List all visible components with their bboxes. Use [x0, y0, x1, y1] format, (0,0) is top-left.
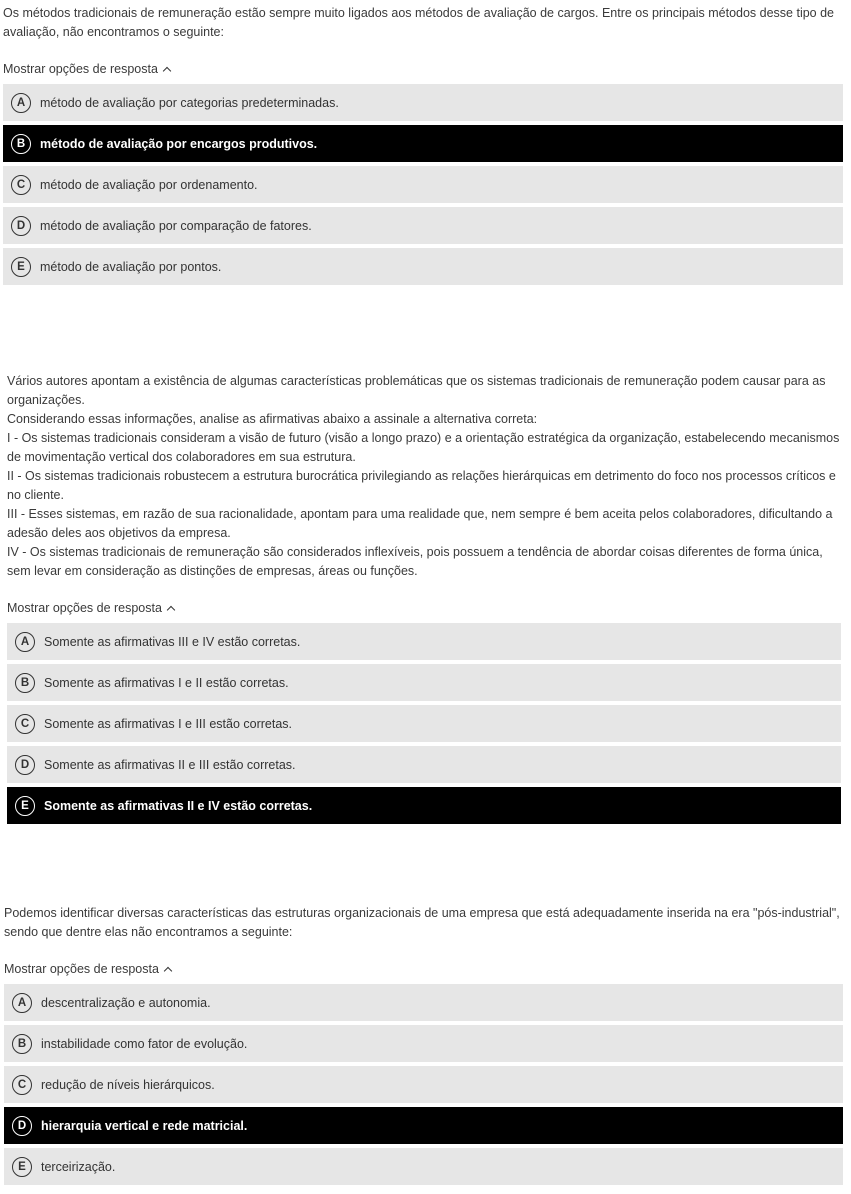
question-paragraph: IV - Os sistemas tradicionais de remuneração são considerados inflexíveis, pois possuem a tendência de abordar coisas diferentes de forma única, sem levar em consideração as distinções de empresas, áreas ou funções.	[7, 545, 823, 578]
answer-option-e[interactable]	[4, 1148, 843, 1185]
answer-option-b[interactable]	[3, 125, 843, 162]
option-text: terceirização.	[41, 1159, 116, 1174]
option-text: método de avaliação por categorias predeterminadas.	[40, 95, 339, 110]
letter-a-icon: A	[15, 632, 35, 652]
question-block-2	[7, 372, 841, 824]
question-paragraph: II - Os sistemas tradicionais robustecem a estrutura burocrática privilegiando as relações hierárquicas em detrimento do foco nos processos críticos e no cliente.	[7, 469, 836, 502]
letter-b-icon: B	[11, 134, 31, 154]
option-text: método de avaliação por pontos.	[40, 259, 222, 274]
question-paragraph: Podemos identificar diversas características das estruturas organizacionais de uma empresa que está adequadamente inserida na era "pós-industrial", sendo que dentre elas não encontramos a seguinte:	[4, 906, 840, 939]
answer-option-c[interactable]	[4, 1066, 843, 1103]
option-text: descentralização e autonomia.	[41, 995, 211, 1010]
letter-c-icon: C	[11, 175, 31, 195]
option-text: método de avaliação por ordenamento.	[40, 177, 258, 192]
answer-option-a[interactable]	[7, 623, 841, 660]
letter-c-icon: C	[12, 1075, 32, 1095]
question-paragraph: Os métodos tradicionais de remuneração estão sempre muito ligados aos métodos de avaliação de cargos. Entre os principais métodos desse tipo de avaliação, não encontramos o seguinte:	[3, 6, 835, 39]
option-text: método de avaliação por comparação de fatores.	[40, 218, 312, 233]
answer-option-a[interactable]	[4, 984, 843, 1021]
answer-options	[4, 984, 843, 1185]
answer-options	[3, 84, 843, 285]
answer-option-a[interactable]	[3, 84, 843, 121]
question-paragraph: Considerando essas informações, analise as afirmativas abaixo a assinale a alternativa correta:	[7, 412, 538, 426]
option-text: Somente as afirmativas I e II estão corretas.	[44, 675, 289, 690]
letter-d-icon: D	[11, 216, 31, 236]
letter-e-icon: E	[15, 796, 35, 816]
question-block-3	[4, 904, 843, 1185]
show-options-toggle[interactable]	[7, 601, 174, 615]
question-paragraph: I - Os sistemas tradicionais consideram a visão de futuro (visão a longo prazo) e a orientação estratégica da organização, estabelecendo mecanismos de movimentação vertical dos colaboradores em sua estrutura.	[7, 431, 840, 464]
question-paragraph: Vários autores apontam a existência de algumas características problemáticas que os sistemas tradicionais de remuneração podem causar para as organizações.	[7, 374, 826, 407]
chevron-up-icon	[164, 966, 172, 974]
option-text: método de avaliação por encargos produtivos.	[40, 136, 318, 151]
letter-a-icon: A	[11, 93, 31, 113]
answer-option-d[interactable]	[4, 1107, 843, 1144]
question-text	[7, 372, 841, 581]
question-paragraph: III - Esses sistemas, em razão de sua racionalidade, apontam para uma realidade que, nem sempre é bem aceita pelos colaboradores, dificultando a adesão deles aos objetivos da empresa.	[7, 507, 833, 540]
option-text: Somente as afirmativas I e III estão corretas.	[44, 716, 293, 731]
toggle-label: Mostrar opções de resposta	[7, 601, 162, 615]
answer-options	[7, 623, 841, 824]
answer-option-d[interactable]	[7, 746, 841, 783]
option-text: redução de níveis hierárquicos.	[41, 1077, 215, 1092]
chevron-up-icon	[163, 66, 171, 74]
option-text: Somente as afirmativas II e IV estão corretas.	[44, 798, 313, 813]
show-options-toggle[interactable]	[4, 962, 171, 976]
letter-e-icon: E	[11, 257, 31, 277]
answer-option-c[interactable]	[3, 166, 843, 203]
letter-b-icon: B	[12, 1034, 32, 1054]
option-text: Somente as afirmativas II e III estão corretas.	[44, 757, 296, 772]
option-text: instabilidade como fator de evolução.	[41, 1036, 248, 1051]
letter-b-icon: B	[15, 673, 35, 693]
letter-e-icon: E	[12, 1157, 32, 1177]
question-text	[3, 4, 843, 42]
question-text	[4, 904, 843, 942]
answer-option-c[interactable]	[7, 705, 841, 742]
option-text: hierarquia vertical e rede matricial.	[41, 1118, 248, 1133]
letter-a-icon: A	[12, 993, 32, 1013]
answer-option-b[interactable]	[4, 1025, 843, 1062]
toggle-label: Mostrar opções de resposta	[4, 962, 159, 976]
toggle-label: Mostrar opções de resposta	[3, 62, 158, 76]
option-text: Somente as afirmativas III e IV estão corretas.	[44, 634, 301, 649]
letter-c-icon: C	[15, 714, 35, 734]
answer-option-e[interactable]	[3, 248, 843, 285]
show-options-toggle[interactable]	[3, 62, 170, 76]
answer-option-b[interactable]	[7, 664, 841, 701]
chevron-up-icon	[167, 605, 175, 613]
answer-option-d[interactable]	[3, 207, 843, 244]
answer-option-e[interactable]	[7, 787, 841, 824]
letter-d-icon: D	[15, 755, 35, 775]
question-block-1	[3, 4, 843, 285]
letter-d-icon: D	[12, 1116, 32, 1136]
